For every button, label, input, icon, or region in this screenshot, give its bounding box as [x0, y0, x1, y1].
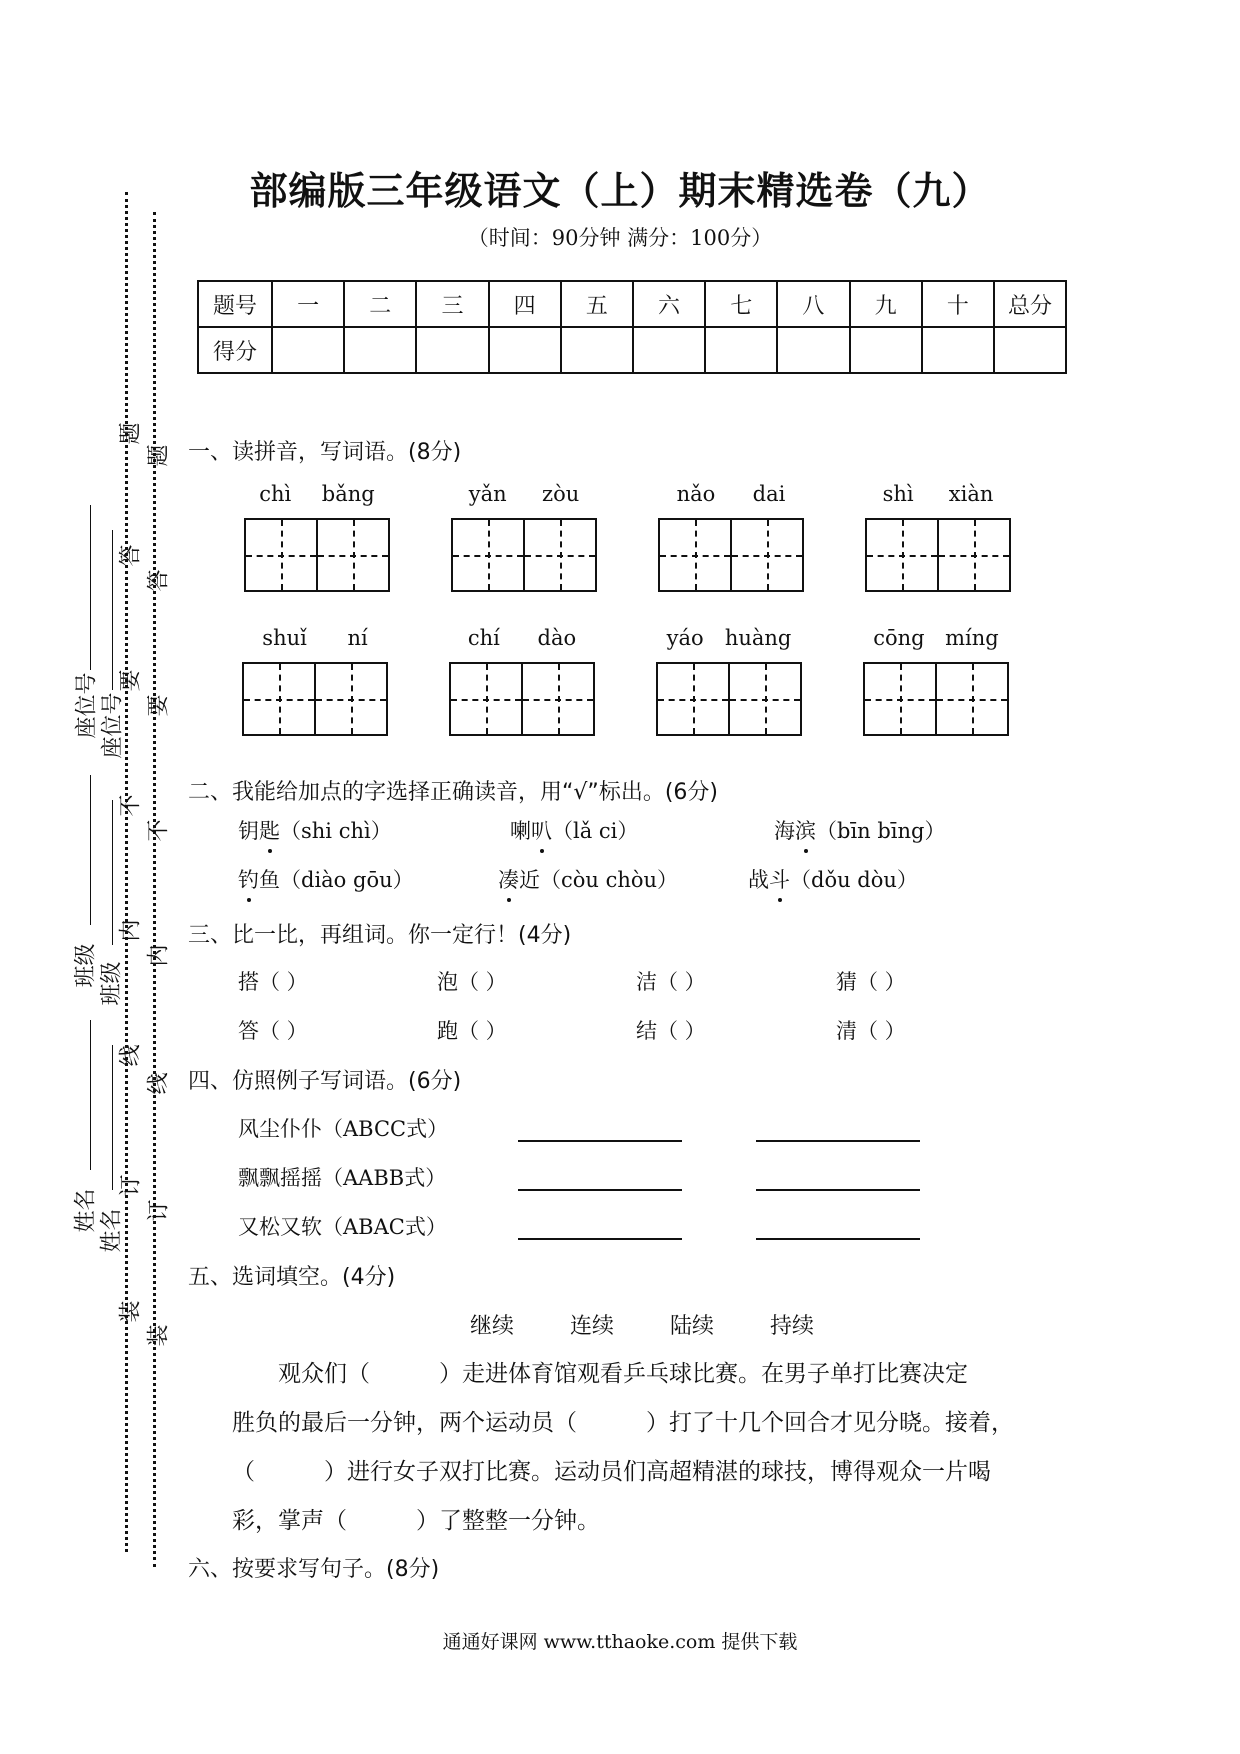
pinyin-syllable: bǎng — [321, 482, 375, 506]
column-header: 八 — [777, 281, 849, 327]
example-word: 风尘仆仆（ABCC式） — [238, 1117, 449, 1141]
compare-item[interactable]: 结（ ） — [636, 1019, 706, 1043]
item-char: 海 — [774, 819, 795, 843]
pinyin-item — [244, 482, 390, 592]
item-char: 战 — [748, 868, 769, 892]
answer-line[interactable] — [518, 1140, 682, 1142]
score-cell[interactable] — [416, 327, 488, 373]
binding-char: 订 — [118, 1174, 144, 1197]
footer-credit: 通通好课网 www.tthaoke.com 提供下载 — [442, 1631, 798, 1653]
row-label: 得分 — [198, 327, 272, 373]
paragraph-line: （ ）进行女子双打比赛。运动员们高超精湛的球技，博得观众一片喝 — [232, 1459, 991, 1485]
field-line[interactable] — [112, 530, 113, 690]
binding-char: 线 — [146, 1072, 172, 1095]
score-table — [197, 280, 1067, 374]
pinyin-syllable: xiàn — [948, 482, 994, 506]
item-options: 近（còu chòu） — [519, 868, 679, 892]
compare-item[interactable]: 泡（ ） — [437, 970, 507, 994]
compare-item[interactable]: 猜（ ） — [836, 970, 906, 994]
score-cell[interactable] — [344, 327, 416, 373]
answer-line[interactable] — [756, 1238, 920, 1240]
pinyin-syllable: cōng — [873, 626, 925, 650]
binding-char: 题 — [146, 444, 172, 467]
field-line[interactable] — [112, 800, 113, 945]
writing-grid[interactable] — [865, 518, 1011, 592]
writing-grid[interactable] — [244, 518, 390, 592]
answer-line[interactable] — [756, 1189, 920, 1191]
pinyin-syllable: zòu — [542, 482, 580, 506]
exam-info: （时间：90分钟 满分：100分） — [467, 226, 773, 250]
score-cell[interactable] — [561, 327, 633, 373]
field-line[interactable] — [112, 1045, 113, 1190]
section-4-heading: 四、仿照例子写词语。(6分) — [188, 1069, 462, 1094]
pinyin-item — [242, 626, 388, 736]
dotted-char: 斗 — [769, 864, 790, 894]
column-header: 三 — [416, 281, 488, 327]
field-line[interactable] — [90, 1020, 91, 1170]
compare-item[interactable]: 洁（ ） — [636, 970, 706, 994]
pinyin-syllable: shuǐ — [262, 626, 307, 650]
binding-char: 题 — [118, 422, 144, 445]
example-word: 飘飘摇摇（AABB式） — [238, 1166, 447, 1190]
section-2-heading: 二、我能给加点的字选择正确读音，用“√”标出。(6分) — [188, 780, 718, 805]
binding-char: 答 — [146, 569, 172, 592]
item-options: （lǎ ci） — [552, 819, 639, 843]
pinyin-syllable: yǎn — [468, 482, 507, 506]
column-header: 总分 — [994, 281, 1066, 327]
pronunciation-item[interactable] — [498, 864, 678, 894]
pinyin-syllable: dào — [537, 626, 577, 650]
column-header: 五 — [561, 281, 633, 327]
pinyin-item — [451, 482, 597, 592]
class-label: 班级 — [73, 943, 99, 988]
section-3-heading: 三、比一比，再组词。你一定行！(4分) — [188, 923, 572, 948]
compare-item[interactable]: 搭（ ） — [238, 970, 308, 994]
fill-paragraph[interactable] — [232, 1350, 1062, 1546]
field-line[interactable] — [90, 505, 91, 670]
section-1-heading: 一、读拼音，写词语。(8分) — [188, 440, 462, 465]
binding-char: 要 — [118, 669, 144, 692]
word-option: 持续 — [770, 1314, 815, 1339]
column-header: 四 — [489, 281, 561, 327]
score-cell[interactable] — [272, 327, 344, 373]
pinyin-syllable: ní — [347, 626, 368, 650]
pronunciation-item[interactable] — [238, 864, 414, 894]
pinyin-item — [449, 626, 595, 736]
page-title: 部编版三年级语文（上）期末精选卷（九） — [249, 169, 991, 213]
dotted-char: 滨 — [795, 815, 816, 845]
pinyin-item — [865, 482, 1011, 592]
score-cell[interactable] — [633, 327, 705, 373]
binding-char: 要 — [146, 694, 172, 717]
score-table-header-row — [198, 281, 1066, 327]
word-option: 陆续 — [670, 1314, 715, 1339]
example-word: 又松又软（ABAC式） — [238, 1215, 447, 1239]
column-header: 六 — [633, 281, 705, 327]
writing-grid[interactable] — [656, 662, 802, 736]
pronunciation-item[interactable] — [748, 864, 918, 894]
pinyin-item — [863, 626, 1009, 736]
pinyin-syllable: dai — [752, 482, 786, 506]
seat-number-label: 座位号 — [100, 692, 126, 759]
dotted-char: 凑 — [498, 864, 519, 894]
answer-line[interactable] — [518, 1189, 682, 1191]
name-label: 姓名 — [99, 1208, 125, 1253]
column-header: 七 — [705, 281, 777, 327]
class-label: 班级 — [99, 961, 125, 1006]
word-option: 连续 — [570, 1314, 615, 1339]
column-header: 十 — [922, 281, 994, 327]
item-options: （dǒu dòu） — [790, 868, 918, 892]
writing-grid[interactable] — [451, 518, 597, 592]
pronunciation-item[interactable] — [510, 815, 638, 845]
item-options: （bīn bīng） — [816, 819, 946, 843]
field-line[interactable] — [90, 775, 91, 925]
pinyin-syllable: yáo — [666, 626, 704, 650]
score-cell[interactable] — [777, 327, 849, 373]
seat-number-label: 座位号 — [74, 672, 100, 739]
binding-char: 内 — [118, 919, 144, 942]
name-label: 姓名 — [73, 1188, 99, 1233]
compare-item[interactable]: 清（ ） — [836, 1019, 906, 1043]
dotted-char: 匙 — [259, 815, 280, 845]
column-header: 九 — [850, 281, 922, 327]
binding-char: 订 — [146, 1199, 172, 1222]
pronunciation-item[interactable] — [238, 815, 392, 845]
binding-char: 内 — [146, 944, 172, 967]
pinyin-syllable: huàng — [724, 626, 792, 650]
binding-char: 答 — [118, 544, 144, 567]
pinyin-syllable: nǎo — [676, 482, 716, 506]
dotted-char: 钓 — [238, 864, 259, 894]
pinyin-item — [658, 482, 804, 592]
binding-char: 不 — [146, 819, 172, 842]
pinyin-item — [656, 626, 802, 736]
column-header: 一 — [272, 281, 344, 327]
pinyin-syllable: shì — [882, 482, 914, 506]
writing-grid[interactable] — [242, 662, 388, 736]
compare-item[interactable]: 跑（ ） — [437, 1019, 507, 1043]
binding-char: 装 — [118, 1300, 144, 1323]
section-5-heading: 五、选词填空。(4分) — [188, 1265, 396, 1290]
answer-line[interactable] — [518, 1238, 682, 1240]
score-cell[interactable] — [994, 327, 1066, 373]
pronunciation-item[interactable] — [774, 815, 946, 845]
writing-grid[interactable] — [658, 518, 804, 592]
writing-grid[interactable] — [863, 662, 1009, 736]
pinyin-syllable: chì — [259, 482, 292, 506]
binding-char: 线 — [118, 1044, 144, 1067]
compare-item[interactable]: 答（ ） — [238, 1019, 308, 1043]
item-char: 钥 — [238, 819, 259, 843]
score-table-score-row — [198, 327, 1066, 373]
binding-char: 不 — [118, 794, 144, 817]
column-header: 二 — [344, 281, 416, 327]
score-cell[interactable] — [705, 327, 777, 373]
item-char: 喇 — [510, 819, 531, 843]
writing-grid[interactable] — [449, 662, 595, 736]
section-6-heading: 六、按要求写句子。(8分) — [188, 1557, 440, 1582]
pinyin-syllable: chí — [467, 626, 500, 650]
answer-line[interactable] — [756, 1140, 920, 1142]
binding-dotted-line-outer — [125, 192, 128, 1552]
paragraph-line: 胜负的最后一分钟，两个运动员（ ）打了十几个回合才见分晓。接着， — [232, 1410, 1014, 1436]
word-option: 继续 — [470, 1314, 515, 1339]
item-options: 鱼（diào gōu） — [259, 868, 414, 892]
score-cell[interactable] — [850, 327, 922, 373]
binding-dotted-line-inner — [153, 212, 156, 1567]
score-cell[interactable] — [922, 327, 994, 373]
paragraph-line: 彩，掌声（ ）了整整一分钟。 — [232, 1508, 600, 1534]
dotted-char: 叭 — [531, 815, 552, 845]
binding-char: 装 — [146, 1324, 172, 1347]
header-label: 题号 — [198, 281, 272, 327]
score-cell[interactable] — [489, 327, 561, 373]
paragraph-line: 观众们（ ）走进体育馆观看乒乓球比赛。在男子单打比赛决定 — [232, 1361, 968, 1387]
item-options: （shi chì） — [280, 819, 392, 843]
pinyin-syllable: míng — [945, 626, 999, 650]
